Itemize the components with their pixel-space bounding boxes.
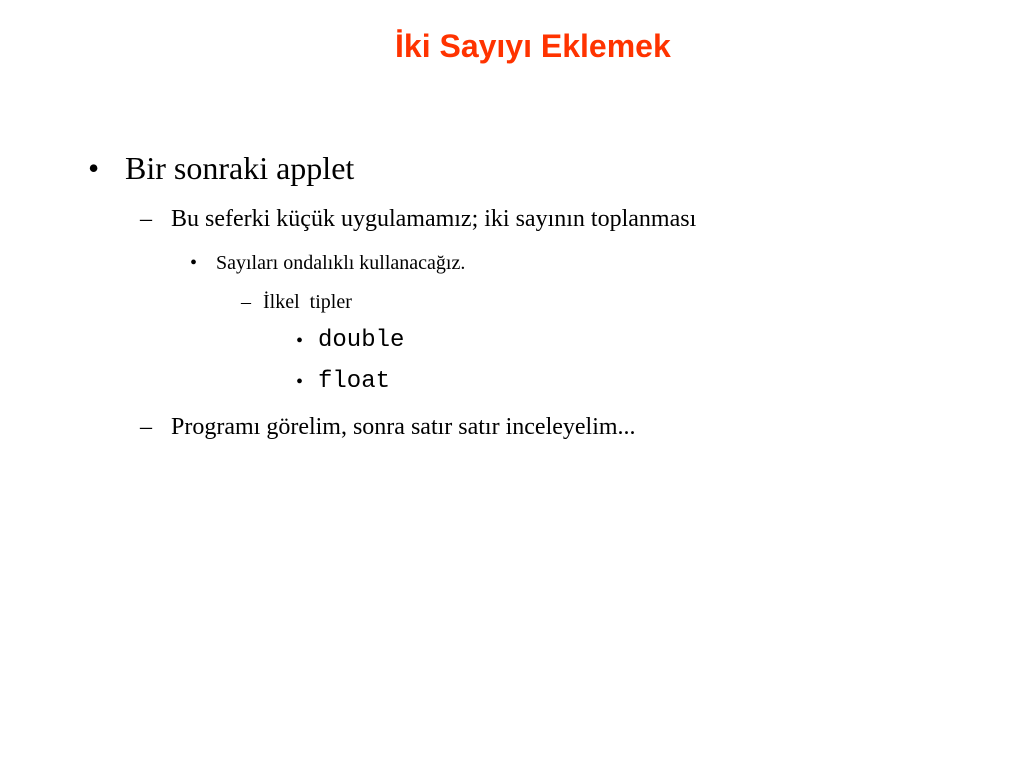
- bullet-text-4: İlkel tipler: [263, 291, 352, 313]
- bullet-text-double: double: [318, 327, 405, 354]
- bullet-text-float: float: [318, 368, 391, 395]
- bullet-text-2: Bu seferki küçük uygulamamız; iki sayının toplanması: [171, 206, 697, 232]
- bullet-marker-2: –: [140, 206, 152, 232]
- bullet-marker-6: •: [296, 371, 304, 393]
- bullet-marker-5: •: [296, 330, 304, 352]
- bullet-marker-4: –: [241, 291, 251, 313]
- bullet-text-3: Sayıları ondalıklı kullanacağız.: [216, 252, 466, 274]
- bullet-text-1: Bir sonraki applet: [125, 150, 355, 186]
- slide-title: İki Sayıyı Eklemek: [395, 28, 671, 64]
- bullet-marker-7: –: [140, 414, 152, 440]
- bullet-marker-1: •: [88, 150, 100, 186]
- bullet-text-7: Programı görelim, sonra satır satır inceleyelim...: [171, 414, 636, 440]
- bullet-marker-3: •: [190, 252, 198, 274]
